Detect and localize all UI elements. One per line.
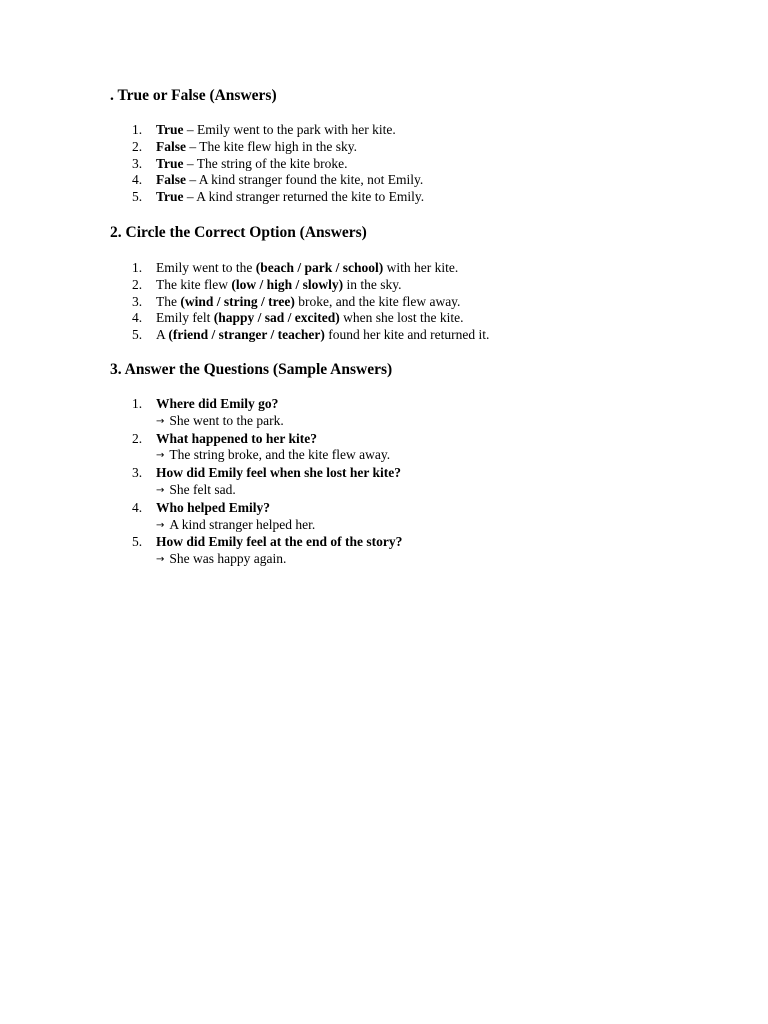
section-answer-questions: [110, 360, 710, 569]
answer-text: The string broke, and the kite flew away.: [169, 447, 391, 463]
item-text: A: [156, 327, 169, 343]
questions-list: [110, 396, 710, 569]
item-number: 4.: [132, 499, 143, 515]
list-item: [110, 534, 710, 569]
list-item: [110, 310, 710, 327]
answer-options: (happy / sad / excited): [213, 310, 340, 326]
answer-line: [156, 447, 710, 465]
item-number: 5.: [132, 534, 143, 550]
answer-line: [156, 551, 710, 569]
answer-line: [156, 517, 710, 535]
item-text: – Emily went to the park with her kite.: [183, 122, 396, 137]
right-arrow-icon: →: [156, 519, 165, 531]
item-number: 1.: [132, 260, 143, 275]
list-item: [110, 139, 710, 156]
item-number: 1.: [132, 122, 143, 137]
right-arrow-icon: →: [156, 554, 165, 566]
item-text: Emily felt: [156, 310, 214, 326]
item-text: in the sky.: [343, 276, 402, 292]
answer-line: [156, 482, 710, 500]
item-number: 2.: [132, 138, 143, 154]
item-number: 3.: [132, 293, 143, 309]
item-number: 4.: [132, 172, 143, 188]
list-item: [110, 327, 710, 344]
section-heading: 2. Circle the Correct Option (Answers): [110, 224, 367, 241]
answer-options: (wind / string / tree): [180, 293, 295, 309]
list-item: [110, 189, 710, 206]
answer-label: True: [156, 189, 184, 205]
answer-line: [156, 413, 710, 431]
question-text: Who helped Emily?: [156, 499, 271, 515]
item-number: 2.: [132, 276, 143, 292]
circle-option-list: [110, 260, 710, 344]
section-heading: . True or False (Answers): [110, 87, 277, 104]
item-number: 3.: [132, 155, 143, 171]
answer-options: (low / high / slowly): [231, 276, 344, 292]
item-number: 2.: [132, 430, 143, 446]
question-text: What happened to her kite?: [156, 430, 318, 446]
list-item: [110, 431, 710, 466]
true-false-list: [110, 122, 710, 206]
item-text: broke, and the kite flew away.: [294, 293, 461, 309]
answer-label: True: [156, 122, 184, 137]
question-text: How did Emily feel at the end of the story?: [156, 534, 403, 550]
list-item: [110, 172, 710, 189]
item-number: 5.: [132, 327, 143, 343]
item-number: 1.: [132, 396, 143, 411]
answer-text: A kind stranger helped her.: [169, 516, 316, 532]
right-arrow-icon: →: [156, 415, 165, 427]
answer-text: She felt sad.: [169, 481, 236, 497]
right-arrow-icon: →: [156, 450, 165, 462]
list-item: [110, 122, 710, 139]
list-item: [110, 465, 710, 500]
answer-label: True: [156, 155, 184, 171]
list-item: [110, 294, 710, 311]
item-text: – The string of the kite broke.: [183, 155, 348, 171]
answer-label: False: [156, 172, 186, 188]
section-heading: 3. Answer the Questions (Sample Answers): [110, 361, 393, 378]
item-text: when she lost the kite.: [339, 310, 464, 326]
answer-label: False: [156, 138, 186, 154]
item-text: Emily went to the: [156, 260, 256, 275]
answer-options: (friend / stranger / teacher): [168, 327, 325, 343]
list-item: [110, 260, 710, 277]
list-item: [110, 500, 710, 535]
item-text: – A kind stranger returned the kite to Emily.: [183, 189, 425, 205]
answer-text: She was happy again.: [169, 551, 287, 567]
item-number: 5.: [132, 189, 143, 205]
item-text: – A kind stranger found the kite, not Emily.: [186, 172, 424, 188]
item-text: found her kite and returned it.: [324, 327, 490, 343]
item-text: The kite flew: [156, 276, 232, 292]
answer-options: (beach / park / school): [255, 260, 384, 275]
item-text: The: [156, 293, 181, 309]
section-true-or-false: [110, 86, 710, 206]
list-item: [110, 396, 710, 431]
item-text: with her kite.: [383, 260, 459, 275]
question-text: How did Emily feel when she lost her kite?: [156, 465, 402, 481]
item-text: – The kite flew high in the sky.: [186, 138, 357, 154]
answer-text: She went to the park.: [169, 412, 284, 428]
right-arrow-icon: →: [156, 484, 165, 496]
question-text: Where did Emily go?: [156, 396, 279, 411]
item-number: 4.: [132, 310, 143, 326]
item-number: 3.: [132, 465, 143, 481]
list-item: [110, 277, 710, 294]
section-circle-correct-option: [110, 223, 710, 344]
list-item: [110, 156, 710, 173]
